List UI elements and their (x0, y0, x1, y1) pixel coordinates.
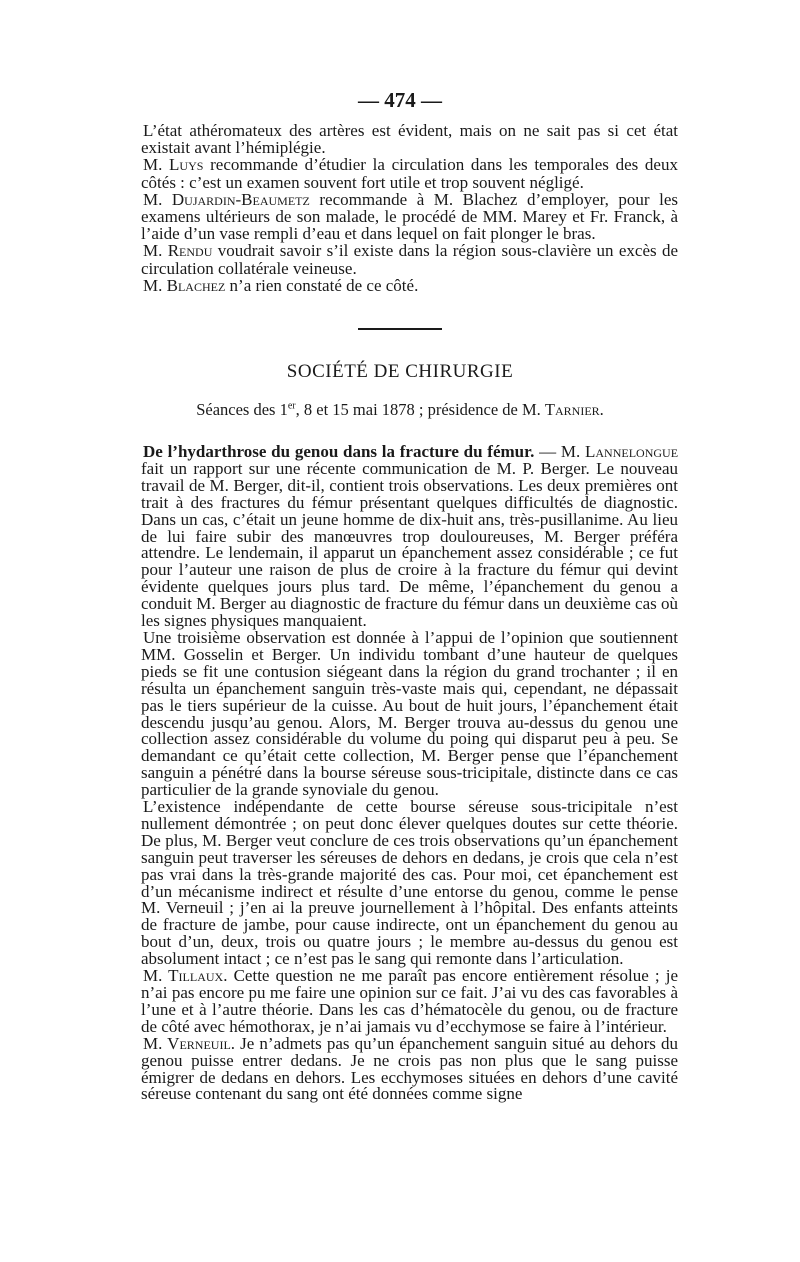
page-number: — 474 — (358, 88, 442, 112)
paragraph (141, 242, 678, 276)
paragraph (141, 1033, 678, 1104)
article-title: De l’hydarthrose du genou dans la fracture du fémur. (143, 442, 535, 461)
paragraph (141, 191, 678, 243)
speaker-name: M. Lannelongue (560, 442, 679, 461)
paragraph (141, 156, 678, 190)
paragraph (141, 968, 678, 1036)
ordinal-superscript: er (287, 400, 296, 412)
paragraph-text: recommande d’étudier la circulation dans les temporales des deux côtés : c’est un examen souvent fort utile et trop souvent négligé. (141, 155, 678, 192)
session-dates (0, 400, 800, 420)
paragraph-text: voudrait savoir s’il existe dans la région sous-clavière un excès de circulation collatérale veineuse. (141, 241, 678, 278)
session-text: , 8 et 15 mai 1878 ; présidence de M. (295, 400, 545, 419)
speaker-name: M. Dujardin-Beaumetz (143, 189, 310, 209)
paragraph (141, 277, 678, 294)
paragraph (141, 627, 678, 800)
paragraph-text: n’a rien constaté de ce côté. (225, 275, 419, 295)
speaker-name: M. Luys (143, 155, 204, 175)
paragraph (141, 799, 678, 968)
section-heading: SOCIÉTÉ DE CHIRURGIE (286, 361, 514, 382)
session-text: Séances des 1 (196, 400, 288, 419)
session-text: . (599, 400, 604, 419)
speaker-name: M. Rendu (143, 241, 213, 261)
speaker-name: M. Tillaux. (143, 966, 228, 986)
speaker-name: M. Verneuil. (143, 1033, 236, 1053)
paragraph-text: Une troisième observation est donnée à l’appui de l’opinion que soutiennent MM. Gosselin et Berger. Un individu tombant d’une hauteur de quelques pieds se fit une contusion siégeant dans la région du grand trochanter ; il en résulta un épanchement sanguin très-vaste mais qui, cependant, ne dépassait pas le tiers supérieur de la cuisse. Au bout de huit jours, l’épanchement était descendu jusqu’au genou. Alors, M. Berger trouva au-dessus du genou une collection assez considérable du volume du poing qui disparut peu à peu. Se demandant ce qu’était cette collection, M. Berger pense que l’épanchement sanguin a pénétré dans la bourse séreuse sous-tricipitale, distincte dans ce cas particulier de la grande synoviale du genou. (141, 627, 678, 800)
paragraph-text: Je n’admets pas qu’un épanchement sanguin situé au dehors du genou puisse entrer dedans. Je ne crois pas non plus que le sang puisse émigrer de dedans en dehors. Les ecchymoses situées en dehors d’une cavité séreuse contenant du sang ont été données comme signe (141, 1033, 678, 1104)
speaker-name: M. Blachez (143, 275, 226, 295)
president-name: Tarnier (544, 400, 600, 419)
paragraph-text: L’état athéromateux des artères est évident, mais on ne sait pas si cet état existait avant l’hémiplégie. (141, 121, 678, 158)
paragraph-text: recommande à M. Blachez d’employer, pour les examens ultérieurs de son malade, le procédé de MM. Marey et Fr. Franck, à l’aide d’un vase rempli d’eau et dans lequel on fait plonger le bras. (141, 189, 678, 244)
paragraph-text: L’existence indépendante de cette bourse séreuse sous-tricipitale n’est nullement démontrée ; on peut donc élever quelques doutes sur cette théorie. De plus, M. Berger veut conclure de ces trois observations qu’un épanchement sanguin peut traverser les séreuses de dehors en dedans, je crois que cela n’est pas vrai dans la très-grande majorité des cas. Pour moi, cet épanchement est d’un mécanisme indirect et résulte d’une entorse du genou, comme le pense M. Verneuil ; j’en ai la preuve journellement à l’hôpital. Des enfants atteints de fracture de jambe, pour cause indirecte, ont un épanchement du genou au bout d’un, deux, trois ou quatre jours ; le membre au-dessus du genou est absolument intact ; ce n’est pas le sang qui remonte dans l’articulation. (141, 797, 678, 969)
section-divider (358, 328, 442, 330)
discussion-section (141, 122, 678, 294)
paragraph-text: Cette question ne me paraît pas encore entièrement résolue ; je n’ai pas encore pu me faire une opinion sur ce fait. J’ai vu des cas favorables à l’une et à l’autre théorie. Dans les cas d’hématocèle du genou, ou de fracture de côté avec hémothorax, je n’ai jamais vu d’ecchymose se faire à l’intérieur. (141, 966, 678, 1036)
paragraph (141, 444, 678, 630)
paragraph (141, 122, 678, 156)
paragraph-text: fait un rapport sur une récente communication de M. P. Berger. Le nouveau travail de M. Berger, dit-il, contient trois observations. Les deux premières ont trait à des fractures du fémur présentant quelques difficultés de diagnostic. Dans un cas, c’était un jeune homme de dix-huit ans, très-pusillanime. Au lieu de lui faire subir des manœuvres trop douloureuses, M. Berger préféra attendre. Le lendemain, il apparut un épanchement assez considérable ; ce fut pour l’auteur une raison de plus de croire à la fracture du fémur qui devint évidente quelques jours plus tard. De même, l’épanchement du genou a conduit M. Berger au diagnostic de fracture du fémur dans un deuxième cas où les signes physiques manquaient. (141, 458, 678, 631)
surgery-section (141, 444, 678, 1103)
title-dash: — (534, 442, 557, 461)
